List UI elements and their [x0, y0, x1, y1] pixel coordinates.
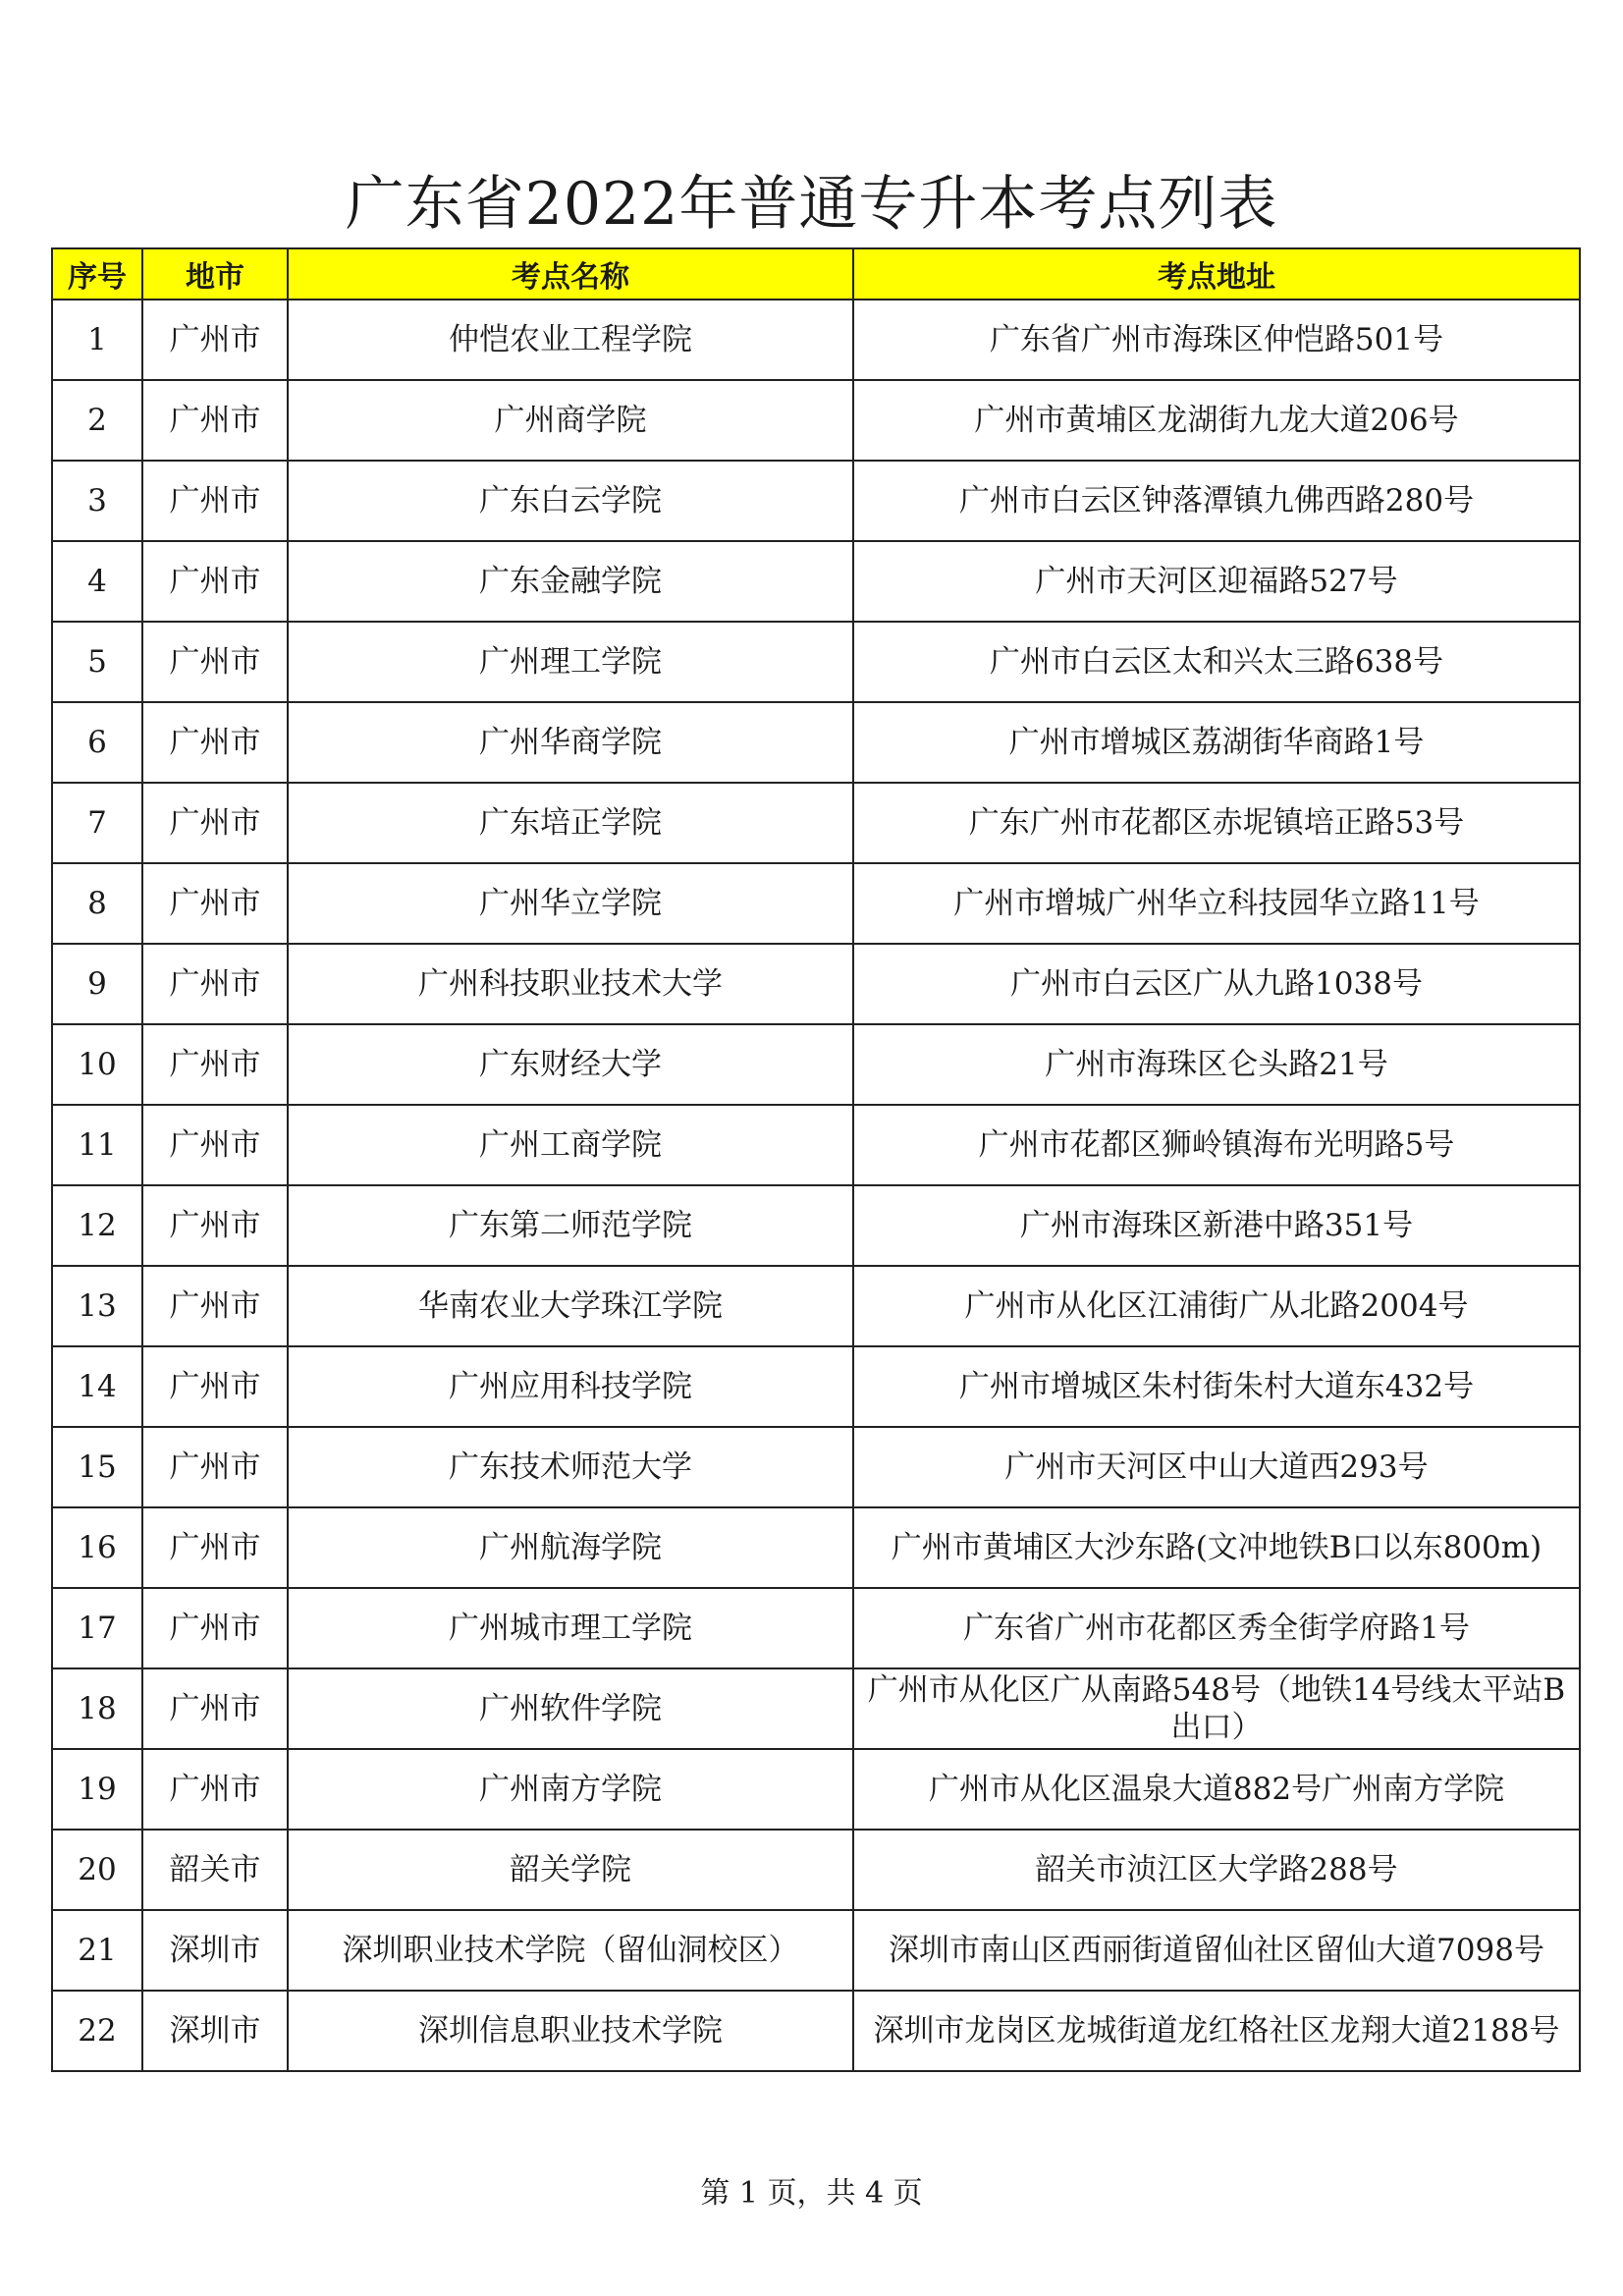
- cell-city: 深圳市: [142, 1991, 288, 2071]
- cell-serial: 19: [52, 1749, 142, 1830]
- table-row: [52, 702, 1580, 783]
- cell-site-name: 广州商学院: [288, 380, 853, 461]
- table-row: [52, 461, 1580, 541]
- cell-serial: 9: [52, 944, 142, 1024]
- cell-site-address: 深圳市龙岗区龙城街道龙红格社区龙翔大道2188号: [853, 1991, 1580, 2071]
- cell-site-address: 广州市黄埔区龙湖街九龙大道206号: [853, 380, 1580, 461]
- cell-site-address: 广州市从化区广从南路548号（地铁14号线太平站B出口）: [853, 1668, 1580, 1749]
- cell-site-address: 广州市花都区狮岭镇海布光明路5号: [853, 1105, 1580, 1185]
- cell-city: 广州市: [142, 863, 288, 944]
- cell-city: 广州市: [142, 300, 288, 380]
- cell-city: 广州市: [142, 1346, 288, 1427]
- cell-city: 韶关市: [142, 1830, 288, 1910]
- table-body: [52, 300, 1580, 2071]
- cell-site-name: 广东培正学院: [288, 783, 853, 863]
- cell-serial: 12: [52, 1185, 142, 1266]
- cell-site-name: 广州南方学院: [288, 1749, 853, 1830]
- cell-serial: 5: [52, 622, 142, 702]
- cell-city: 广州市: [142, 1507, 288, 1588]
- header-city: 地市: [142, 248, 288, 300]
- cell-site-name: 广东技术师范大学: [288, 1427, 853, 1507]
- table-row: [52, 380, 1580, 461]
- table-row: [52, 622, 1580, 702]
- table-row: [52, 1668, 1580, 1749]
- cell-city: 广州市: [142, 1024, 288, 1105]
- cell-serial: 14: [52, 1346, 142, 1427]
- cell-serial: 3: [52, 461, 142, 541]
- cell-site-address: 广州市海珠区新港中路351号: [853, 1185, 1580, 1266]
- cell-site-address: 广州市增城区荔湖街华商路1号: [853, 702, 1580, 783]
- cell-site-address: 广东广州市花都区赤坭镇培正路53号: [853, 783, 1580, 863]
- table-row: [52, 1346, 1580, 1427]
- cell-site-address: 广州市白云区广从九路1038号: [853, 944, 1580, 1024]
- table-row: [52, 1185, 1580, 1266]
- table-row: [52, 1427, 1580, 1507]
- cell-site-address: 广州市天河区中山大道西293号: [853, 1427, 1580, 1507]
- cell-city: 广州市: [142, 783, 288, 863]
- table-row: [52, 1910, 1580, 1991]
- cell-site-name: 广州华商学院: [288, 702, 853, 783]
- cell-serial: 10: [52, 1024, 142, 1105]
- cell-serial: 18: [52, 1668, 142, 1749]
- cell-city: 深圳市: [142, 1910, 288, 1991]
- table-row: [52, 783, 1580, 863]
- cell-serial: 2: [52, 380, 142, 461]
- cell-site-address: 广州市白云区太和兴太三路638号: [853, 622, 1580, 702]
- cell-city: 广州市: [142, 461, 288, 541]
- table-header-row: [52, 248, 1580, 300]
- cell-city: 广州市: [142, 1105, 288, 1185]
- cell-site-name: 广州工商学院: [288, 1105, 853, 1185]
- header-serial: 序号: [52, 248, 142, 300]
- cell-site-name: 广东财经大学: [288, 1024, 853, 1105]
- cell-site-name: 广州理工学院: [288, 622, 853, 702]
- cell-site-address: 广州市海珠区仑头路21号: [853, 1024, 1580, 1105]
- cell-site-name: 深圳职业技术学院（留仙洞校区）: [288, 1910, 853, 1991]
- cell-city: 广州市: [142, 702, 288, 783]
- cell-site-name: 广州航海学院: [288, 1507, 853, 1588]
- cell-site-address: 广州市增城区朱村街朱村大道东432号: [853, 1346, 1580, 1427]
- cell-site-name: 广东白云学院: [288, 461, 853, 541]
- cell-serial: 4: [52, 541, 142, 622]
- cell-serial: 13: [52, 1266, 142, 1346]
- cell-site-name: 深圳信息职业技术学院: [288, 1991, 853, 2071]
- exam-site-table-container: [51, 247, 1579, 2072]
- cell-serial: 15: [52, 1427, 142, 1507]
- exam-site-table: [51, 247, 1581, 2072]
- cell-site-address: 深圳市南山区西丽街道留仙社区留仙大道7098号: [853, 1910, 1580, 1991]
- cell-city: 广州市: [142, 1588, 288, 1668]
- cell-serial: 16: [52, 1507, 142, 1588]
- cell-city: 广州市: [142, 944, 288, 1024]
- cell-site-name: 广州应用科技学院: [288, 1346, 853, 1427]
- cell-site-name: 广东第二师范学院: [288, 1185, 853, 1266]
- table-row: [52, 1991, 1580, 2071]
- cell-site-name: 广州华立学院: [288, 863, 853, 944]
- cell-serial: 21: [52, 1910, 142, 1991]
- cell-serial: 20: [52, 1830, 142, 1910]
- cell-site-address: 广东省广州市花都区秀全街学府路1号: [853, 1588, 1580, 1668]
- cell-site-name: 韶关学院: [288, 1830, 853, 1910]
- cell-site-address: 广州市天河区迎福路527号: [853, 541, 1580, 622]
- cell-site-address: 广州市从化区江浦街广从北路2004号: [853, 1266, 1580, 1346]
- cell-site-name: 广州城市理工学院: [288, 1588, 853, 1668]
- cell-site-name: 广东金融学院: [288, 541, 853, 622]
- cell-city: 广州市: [142, 1427, 288, 1507]
- cell-city: 广州市: [142, 1749, 288, 1830]
- page-footer: 第 1 页，共 4 页: [700, 2176, 923, 2211]
- cell-site-address: 广州市增城广州华立科技园华立路11号: [853, 863, 1580, 944]
- table-row: [52, 1266, 1580, 1346]
- cell-serial: 7: [52, 783, 142, 863]
- cell-site-address: 广东省广州市海珠区仲恺路501号: [853, 300, 1580, 380]
- table-row: [52, 1588, 1580, 1668]
- cell-site-address: 广州市白云区钟落潭镇九佛西路280号: [853, 461, 1580, 541]
- cell-site-name: 广州科技职业技术大学: [288, 944, 853, 1024]
- cell-serial: 11: [52, 1105, 142, 1185]
- cell-site-name: 华南农业大学珠江学院: [288, 1266, 853, 1346]
- header-site-address: 考点地址: [853, 248, 1580, 300]
- cell-city: 广州市: [142, 1185, 288, 1266]
- cell-serial: 8: [52, 863, 142, 944]
- table-row: [52, 1024, 1580, 1105]
- cell-site-address: 韶关市浈江区大学路288号: [853, 1830, 1580, 1910]
- cell-city: 广州市: [142, 1668, 288, 1749]
- cell-city: 广州市: [142, 380, 288, 461]
- table-row: [52, 944, 1580, 1024]
- table-row: [52, 1105, 1580, 1185]
- cell-site-address: 广州市从化区温泉大道882号广州南方学院: [853, 1749, 1580, 1830]
- table-row: [52, 1507, 1580, 1588]
- cell-site-name: 仲恺农业工程学院: [288, 300, 853, 380]
- cell-city: 广州市: [142, 541, 288, 622]
- page-title: 广东省2022年普通专升本考点列表: [345, 170, 1278, 239]
- cell-site-name: 广州软件学院: [288, 1668, 853, 1749]
- table-row: [52, 863, 1580, 944]
- cell-city: 广州市: [142, 1266, 288, 1346]
- table-row: [52, 1830, 1580, 1910]
- cell-serial: 17: [52, 1588, 142, 1668]
- cell-serial: 6: [52, 702, 142, 783]
- cell-serial: 1: [52, 300, 142, 380]
- cell-serial: 22: [52, 1991, 142, 2071]
- table-row: [52, 541, 1580, 622]
- table-row: [52, 1749, 1580, 1830]
- cell-site-address: 广州市黄埔区大沙东路(文冲地铁B口以东800m): [853, 1507, 1580, 1588]
- cell-city: 广州市: [142, 622, 288, 702]
- table-row: [52, 300, 1580, 380]
- header-site-name: 考点名称: [288, 248, 853, 300]
